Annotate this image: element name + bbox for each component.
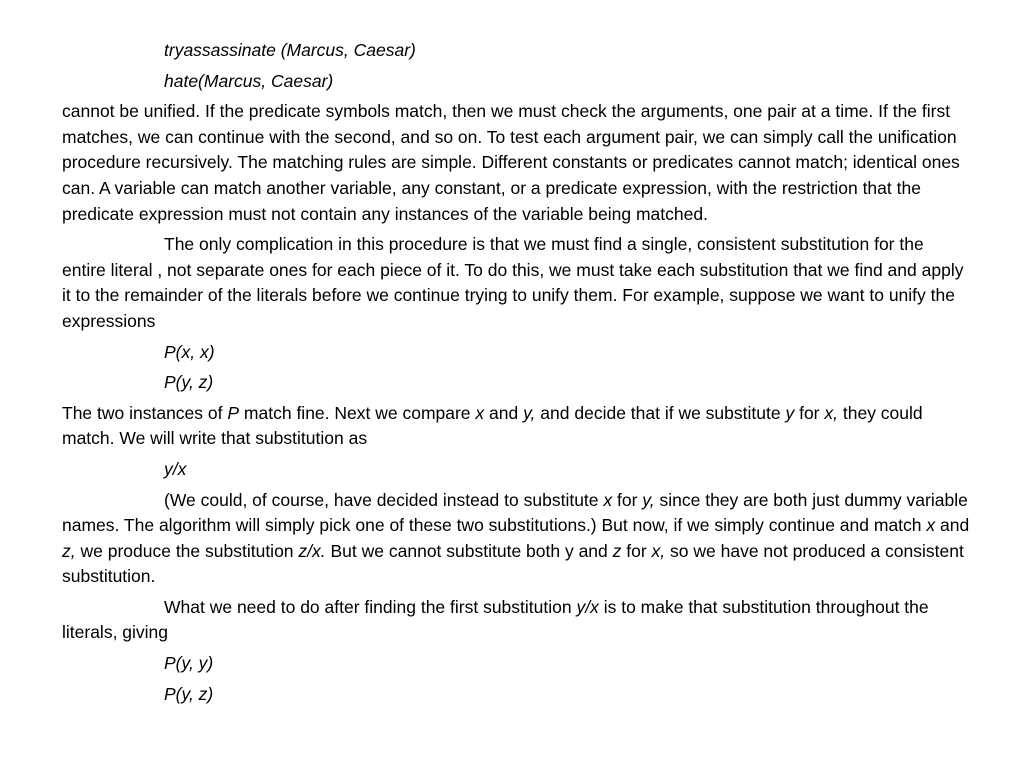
text-run: for [612,489,643,510]
text-run: is to make that substitution throughout the literals, giving [62,596,929,643]
text-run: so we have not produced a consistent substitution. [62,540,964,587]
italic-run: x [926,515,936,536]
expression-tryassassinate: tryassassinate (Marcus, Caesar) [164,40,416,60]
text-run: The two instances of [62,402,228,423]
text-run: and [935,515,970,536]
expression-p-y-z: P(y, z) [164,372,214,393]
text-run: since they are both just dummy variable names. The algorithm will simply pick one of these two substitutions.) But now, if we simply continue and match [62,489,968,536]
text-run: they could match. We will write that substitution as [62,402,923,449]
italic-run: z, [62,540,76,561]
paragraph-consistent-substitution: The only complication in this procedure is that we must find a single, consistent substitution for the entire literal , not separate ones for each piece of it. To do this, we must take each substitution that we find and apply it to the remainder of the literals before we continue trying to unify them. For example, suppose we want to unify the expressions [62,234,964,331]
text-run: But we cannot substitute both y and [325,540,613,561]
expression-hate: hate(Marcus, Caesar) [164,70,334,91]
paragraph-apply-substitution [62,595,972,646]
text-run: (We could, of course, have decided instead to substitute [164,489,604,510]
italic-run: y, [642,489,655,510]
italic-run: z/x. [298,540,326,561]
document-page [62,38,972,712]
expression-y-over-x: y/x [164,458,187,479]
paragraph-two-instances [62,401,972,452]
italic-run: P [227,402,240,423]
italic-run: x, [824,402,838,423]
italic-run: y [785,402,795,423]
text-run: What we need to do after finding the first substitution [164,596,577,617]
text-run: we produce the substitution [75,540,299,561]
paragraph-alternative-substitution [62,488,972,590]
italic-run: z [612,540,622,561]
text-run: and decide that if we substitute [535,402,786,423]
italic-run: x, [651,540,666,561]
italic-run: y/x [576,596,599,617]
text-run: for [621,540,652,561]
text-run: match fine. Next we compare [239,402,476,423]
text-run: for [794,402,825,423]
expression-p-x-x: P(x, x) [164,341,215,362]
expression-p-y-z-second: P(y, z) [164,683,214,704]
italic-run: y, [523,402,536,423]
italic-run: x [603,489,613,510]
text-run: and [484,402,524,423]
italic-run: x [475,402,485,423]
paragraph-unification-rules: cannot be unified. If the predicate symbols match, then we must check the arguments, one pair at a time. If the first matches, we can continue with the second, and so on. To test each argument pair, we can simply call the unification procedure recursively. The matching rules are simple. Different constants or predicates cannot match; identical ones can. A variable can match another variable, any constant, or a predicate expression, with the restriction that the predicate expression must not contain any instances of the variable being matched. [62,101,960,224]
expression-p-y-y: P(y, y) [164,653,214,674]
